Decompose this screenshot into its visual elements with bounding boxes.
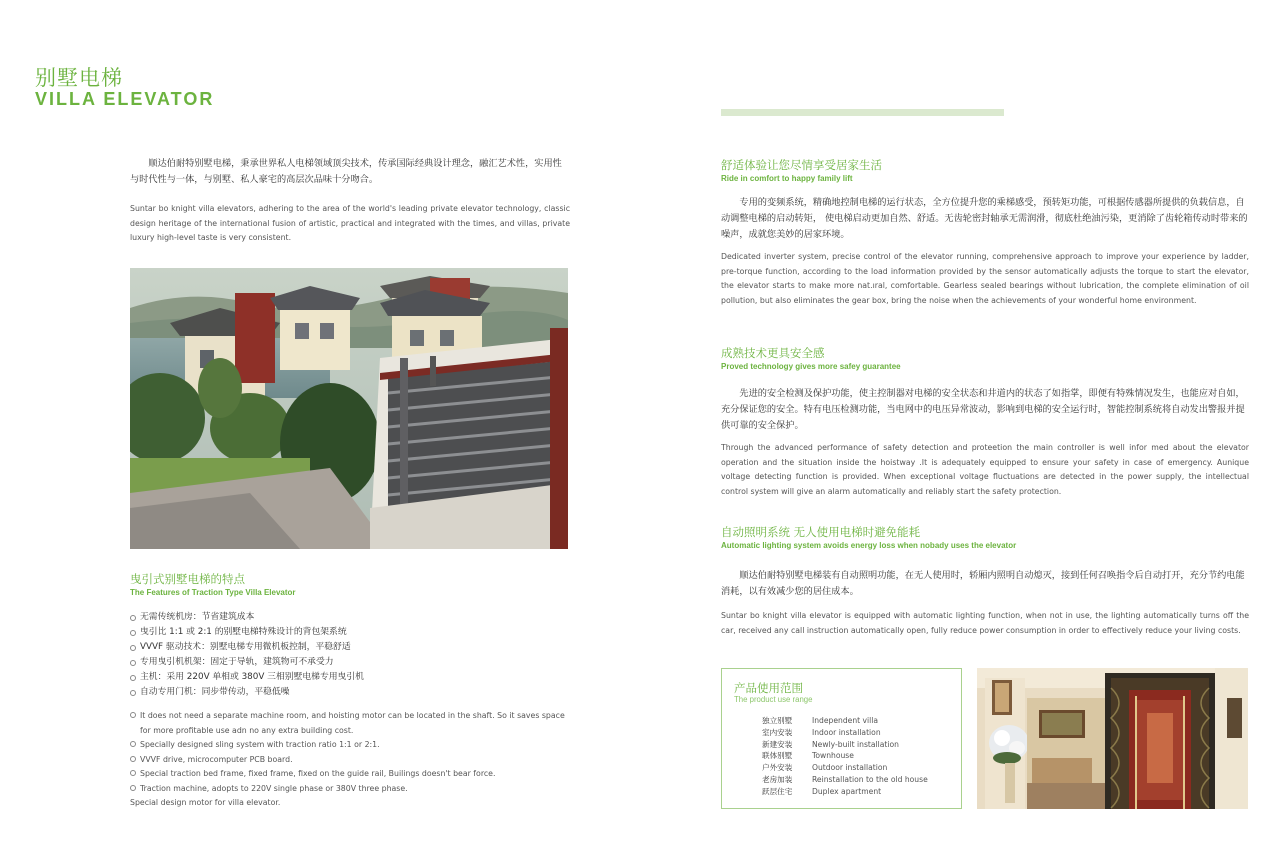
bullet-icon	[130, 785, 136, 791]
bullet-icon	[130, 645, 136, 651]
top-accent-bar	[721, 109, 1004, 116]
usage-title-zh: 产品使用范围	[734, 681, 803, 695]
intro-paragraph-en: Suntar bo knight villa elevators, adhering to the area of the world's leading private elevator technology, classic design heritage of the international fusion of artistic, practical and integrated with the times, and villas, private luxury high-level taste is very consistent.	[130, 204, 570, 242]
usage-title-en: The product use range	[734, 695, 813, 704]
usage-row: 户外安装 Outdoor installation	[762, 763, 888, 773]
lighting-paragraph-zh: 顺达伯耐特别墅电梯装有自动照明功能，在无人使用时，轿厢内照明自动熄灭，接到任何召唤指令后自动打开，充分节约电能消耗，以有效减少您的居住成本。	[721, 570, 1245, 597]
villa-photo	[130, 268, 568, 549]
interior-elevator-photo	[977, 668, 1248, 809]
comfort-title-en: Ride in comfort to happy family lift	[721, 174, 853, 183]
list-item: Special design motor for villa elevator.	[130, 798, 281, 807]
features-list-en	[130, 709, 570, 811]
safety-title-zh: 成熟技术更具安全感	[721, 346, 825, 360]
bullet-icon	[130, 630, 136, 636]
usage-row: 新建安装 Newly-built installation	[762, 739, 899, 749]
intro-paragraph-zh: 顺达伯耐特别墅电梯，秉承世界私人电梯领域顶尖技术，传承国际经典设计理念，融汇艺术性，实用性与时代性与一体，与别墅、私人豪宅的高层次品味十分吻合。	[130, 158, 562, 185]
list-item: 专用曳引机机架：固定于导轨，建筑物可不承受力	[130, 655, 570, 670]
list-item: VVVF drive, microcomputer PCB board.	[130, 753, 570, 768]
lighting-title-en: Automatic lighting system avoids energy loss when nobady uses the elevator	[721, 541, 1017, 550]
list-item: 主机：采用 220V 单相或 380V 三相别墅电梯专用曳引机	[130, 670, 570, 685]
list-item: Specially designed sling system with traction ratio 1:1 or 2:1.	[130, 738, 570, 753]
bullet-icon	[130, 615, 136, 621]
list-item: VVVF 驱动技术：别墅电梯专用微机板控制，平稳舒适	[130, 640, 570, 655]
features-title-zh: 曳引式别墅电梯的特点	[130, 572, 245, 586]
bullet-icon	[130, 675, 136, 681]
bullet-icon	[130, 660, 136, 666]
list-item: Traction machine, adopts to 220V single phase or 380V three phase.	[130, 782, 570, 797]
comfort-paragraph-en: Dedicated inverter system, precise control of the elevator running, comprehensive approach to improve your experience by ladder, pre-torque function, according to the load information provided by the sensor automatically adjusts the torque to start the elevator, the elevator starts to make more nat.ıral, comfortable. Gearless sealed bearings without lubrication, the complete elimination of oil pollution, but also eliminates the gear box, bring the noise when the achievements of your wonderful home environment.	[721, 252, 1249, 305]
comfort-title-zh: 舒适体验让您尽情享受居家生活	[721, 158, 882, 172]
usage-rows	[762, 715, 928, 798]
list-item: 曳引比 1:1 或 2:1 的别墅电梯特殊设计的背包架系统	[130, 625, 570, 640]
usage-row: 室内安装 Indoor installation	[762, 727, 881, 737]
features-list-zh	[130, 610, 570, 700]
lighting-paragraph-en: Suntar bo knight villa elevator is equipped with automatic lighting function, when not in use, the lighting automatically turns off the car, received any call instruction automatically open, fully reduce power consumption in order to effectively reduce your living costs.	[721, 611, 1249, 635]
bullet-icon	[130, 741, 136, 747]
lighting-title-zh: 自动照明系统 无人使用电梯时避免能耗	[721, 525, 921, 539]
list-item: 自动专用门机：同步带传动，平稳低噪	[130, 685, 570, 700]
usage-row: 独立别墅 Independent villa	[762, 716, 879, 725]
usage-row: 老房加装 Reinstallation to the old house	[762, 774, 928, 784]
bullet-icon	[130, 770, 136, 776]
bullet-icon	[130, 690, 136, 696]
features-title-en: The Features of Traction Type Villa Elevator	[130, 588, 296, 597]
list-item: 无需传统机房：节省建筑成本	[130, 610, 570, 625]
comfort-paragraph-zh: 专用的变频系统，精确地控制电梯的运行状态，全方位提升您的乘梯感受，预转矩功能，可根据传感器所提供的负载信息，自动调整电梯的启动转矩， 使电梯启动更加自然、舒适。无齿轮密封轴承无需润滑，彻底杜绝油污染，更消除了齿轮箱传动时带来的噪声，成就您美妙的居家环境。	[721, 197, 1248, 240]
safety-title-en: Proved technology gives more safey guarantee	[721, 362, 901, 371]
usage-row: 跃层住宅 Duplex apartment	[762, 786, 882, 796]
usage-range-box	[721, 668, 962, 809]
list-item: It does not need a separate machine room, and hoisting motor can be located in the shaft. So it saves space for more profitable use adn no any extra building cost.	[130, 709, 570, 738]
list-item: Special traction bed frame, fixed frame, fixed on the guide rail, Builings doesn't bear force.	[130, 767, 570, 782]
safety-paragraph-zh: 先进的安全检测及保护功能，使主控制器对电梯的安全状态和井道内的状态了如指掌，即便有特殊情况发生，也能应对自如，充分保证您的安全。特有电压检测功能，当电网中的电压异常波动，影响到电梯的安全运行时，智能控制系统将自动发出警报并提供可靠的安全保护。	[721, 388, 1245, 431]
bullet-icon	[130, 756, 136, 762]
safety-paragraph-en: Through the advanced performance of safety detection and proteetion the main controller is well infor med about the elevator operation and the situation inside the hoistway .It is adequately equipped to ensure your safety in case of emergency. Aunique voltage detecting function is provided. When exceptional voltage fluctuations are detected in the power supply, the intellectual control system will give an alarm automatically and reliably start the safety protection.	[721, 443, 1249, 496]
usage-row: 联体别墅 Townhouse	[762, 751, 854, 761]
bullet-icon	[130, 712, 136, 718]
page-title-en: VILLA ELEVATOR	[35, 89, 215, 109]
page-title-zh: 别墅电梯	[35, 66, 123, 90]
